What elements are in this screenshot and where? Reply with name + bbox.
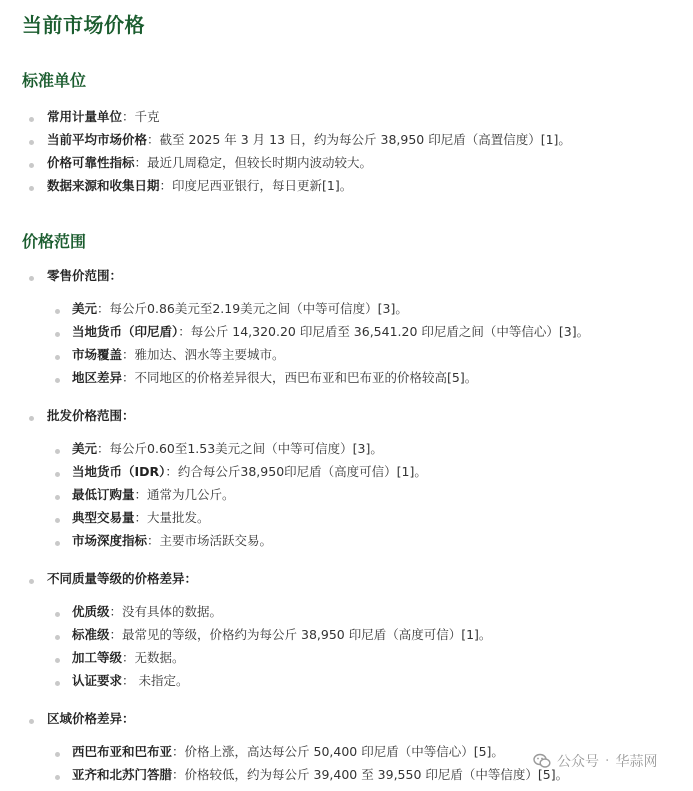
group-label-retail: 零售价范围： — [47, 268, 123, 283]
list-bullet — [55, 541, 60, 546]
list-bullet — [29, 163, 34, 168]
item-text: ：大量批发。 — [134, 510, 210, 525]
list-bullet — [55, 309, 60, 314]
item-label: 美元 — [72, 441, 98, 456]
item-text: ：最常见的等级，价格约为每公斤 38,950 印尼盾（高度可信）[1]。 — [109, 627, 492, 642]
wechat-icon — [533, 753, 551, 769]
item-label: 价格可靠性指标 — [47, 155, 135, 170]
watermark — [533, 751, 657, 771]
list-bullet — [55, 472, 60, 477]
item-label: 美元 — [72, 301, 98, 316]
list-bullet — [55, 332, 60, 337]
group-label-regional: 区域价格差异： — [47, 711, 135, 726]
item-text: ：雅加达、泗水等主要城市。 — [122, 347, 285, 362]
section-heading-standard-unit: 标准单位 — [22, 71, 87, 90]
list-item — [72, 532, 272, 550]
watermark-name: 华蒜网 — [615, 754, 658, 770]
item-text: ：印度尼西亚银行，每日更新[1]。 — [159, 178, 353, 193]
item-text: ：截至 2025 年 3 月 13 日，约为每公斤 38,950 印尼盾（高置信度）[1]。 — [147, 132, 571, 147]
list-item — [47, 131, 571, 149]
list-item — [72, 440, 383, 458]
group-bullet — [29, 416, 34, 421]
watermark-prefix: 公众号 — [557, 754, 599, 770]
group-label-quality: 不同质量等级的价格差异： — [47, 571, 198, 586]
list-item — [72, 486, 235, 504]
item-text: ：无数据。 — [122, 650, 185, 665]
item-label: 当地货币（印尼盾） — [72, 324, 179, 339]
item-text: ：不同地区的价格差异很大，西巴布亚和巴布亚的价格较高[5]。 — [122, 370, 478, 385]
list-bullet — [55, 681, 60, 686]
list-bullet — [29, 117, 34, 122]
item-label: 典型交易量 — [72, 510, 135, 525]
item-text: ：价格上涨，高达每公斤 50,400 印尼盾（中等信心）[5]。 — [172, 744, 504, 759]
list-bullet — [55, 495, 60, 500]
list-bullet — [29, 186, 34, 191]
list-bullet — [55, 355, 60, 360]
list-item — [47, 154, 372, 172]
item-label: 常用计量单位 — [47, 109, 123, 124]
item-text: ：每公斤0.86美元至2.19美元之间（中等可信度）[3]。 — [97, 301, 408, 316]
section-heading-price-range: 价格范围 — [22, 232, 87, 251]
item-label: 地区差异 — [72, 370, 123, 385]
list-bullet — [29, 140, 34, 145]
item-label: 认证要求 — [72, 673, 123, 688]
list-item — [72, 649, 185, 667]
item-label: 当前平均市场价格 — [47, 132, 148, 147]
item-label: 市场深度指标 — [72, 533, 148, 548]
list-item — [72, 300, 408, 318]
item-label: 市场覆盖 — [72, 347, 123, 362]
list-item — [72, 509, 210, 527]
item-label: 当地货币（IDR） — [72, 464, 166, 479]
item-text: ：每公斤 14,320.20 印尼盾至 36,541.20 印尼盾之间（中等信心）[3]。 — [178, 324, 590, 339]
group-bullet — [29, 579, 34, 584]
item-text: ： 未指定。 — [122, 673, 189, 688]
list-bullet — [55, 775, 60, 780]
list-item — [47, 177, 352, 195]
list-item — [72, 323, 589, 341]
item-text: ：价格较低，约为每公斤 39,400 至 39,550 印尼盾（中等信度）[5]。 — [172, 767, 569, 782]
item-text: ：最近几周稳定，但较长时期内波动较大。 — [134, 155, 373, 170]
item-label: 西巴布亚和巴布亚 — [72, 744, 173, 759]
list-item — [72, 626, 491, 644]
list-bullet — [55, 635, 60, 640]
list-item — [72, 766, 568, 784]
list-item — [72, 603, 222, 621]
list-item — [72, 672, 189, 690]
item-text: ：每公斤0.60至1.53美元之间（中等可信度）[3]。 — [97, 441, 383, 456]
list-bullet — [55, 752, 60, 757]
item-label: 数据来源和收集日期 — [47, 178, 160, 193]
page-title: 当前市场价格 — [22, 13, 145, 37]
item-text: ：没有具体的数据。 — [109, 604, 223, 619]
item-label: 最低订购量 — [72, 487, 135, 502]
list-bullet — [55, 518, 60, 523]
list-item — [72, 743, 504, 761]
list-bullet — [55, 378, 60, 383]
item-text: ：约合每公斤38,950印尼盾（高度可信）[1]。 — [165, 464, 427, 479]
list-item — [72, 346, 285, 364]
group-label-wholesale: 批发价格范围： — [47, 408, 135, 423]
group-bullet — [29, 276, 34, 281]
list-bullet — [55, 658, 60, 663]
watermark-dot: · — [605, 753, 610, 769]
group-bullet — [29, 719, 34, 724]
list-bullet — [55, 449, 60, 454]
item-label: 标准级 — [72, 627, 110, 642]
item-label: 优质级 — [72, 604, 110, 619]
list-item — [47, 108, 160, 126]
item-text: ：千克 — [122, 109, 160, 124]
item-text: ：通常为几公斤。 — [134, 487, 235, 502]
list-bullet — [55, 612, 60, 617]
list-item — [72, 463, 427, 481]
item-text: ：主要市场活跃交易。 — [147, 533, 273, 548]
item-label: 加工等级 — [72, 650, 123, 665]
item-label: 亚齐和北苏门答腊 — [72, 767, 173, 782]
list-item — [72, 369, 477, 387]
